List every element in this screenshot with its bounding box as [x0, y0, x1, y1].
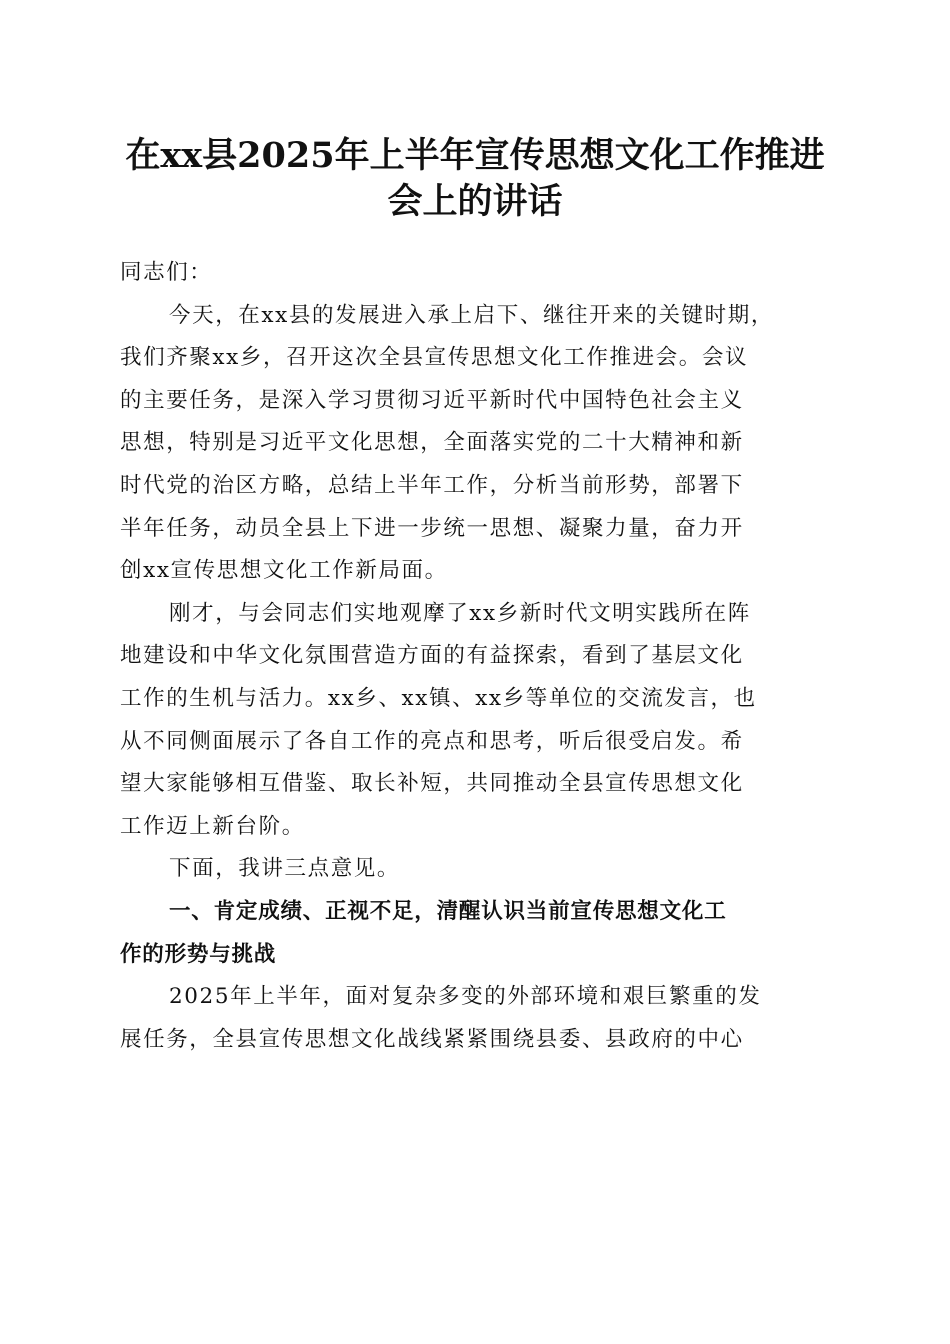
salutation: 同志们： [120, 260, 213, 285]
section-heading-line: 一、肯定成绩、正视不足，清醒认识当前宣传思想文化工 [169, 898, 727, 924]
paragraph-line: 刚才，与会同志们实地观摩了xx乡新时代文明实践所在阵 [169, 600, 751, 626]
title-line-2: 会上的讲话 [387, 181, 563, 222]
paragraph-line: 创xx宣传思想文化工作新局面。 [120, 558, 448, 584]
paragraph-line: 思想，特别是习近平文化思想，全面落实党的二十大精神和新 [120, 430, 744, 456]
paragraph-line: 我们齐聚xx乡，召开这次全县宣传思想文化工作推进会。会议 [120, 345, 749, 371]
paragraph-line: 展任务，全县宣传思想文化战线紧紧围绕县委、县政府的中心 [120, 1026, 744, 1052]
paragraph-line: 工作的生机与活力。xx乡、xx镇、xx乡等单位的交流发言，也 [120, 685, 757, 711]
body-lines [120, 295, 832, 1062]
paragraph-line: 下面，我讲三点意见。 [169, 856, 401, 882]
paragraph-line: 的主要任务，是深入学习贯彻习近平新时代中国特色社会主义 [120, 387, 744, 413]
paragraph-line: 2025年上半年，面对复杂多变的外部环境和艰巨繁重的发 [169, 984, 762, 1010]
paragraph-line: 工作迈上新台阶。 [120, 813, 305, 839]
paragraph-line: 望大家能够相互借鉴、取长补短，共同推动全县宣传思想文化 [120, 771, 744, 797]
title-line-1: 在xx县2025年上半年宣传思想文化工作推进 [125, 135, 825, 176]
paragraph-line: 半年任务，动员全县上下进一步统一思想、凝聚力量，奋力开 [120, 515, 744, 541]
paragraph-line: 今天，在xx县的发展进入承上启下、继往开来的关键时期， [169, 302, 774, 328]
document-title [100, 133, 850, 225]
section-heading-line: 作的形势与挑战 [120, 941, 277, 967]
paragraph-line: 从不同侧面展示了各自工作的亮点和思考，听后很受启发。希 [120, 728, 744, 754]
document-body [120, 252, 832, 1061]
paragraph-line: 时代党的治区方略，总结上半年工作，分析当前形势，部署下 [120, 472, 744, 498]
paragraph-line: 地建设和中华文化氛围营造方面的有益探索，看到了基层文化 [120, 643, 744, 669]
